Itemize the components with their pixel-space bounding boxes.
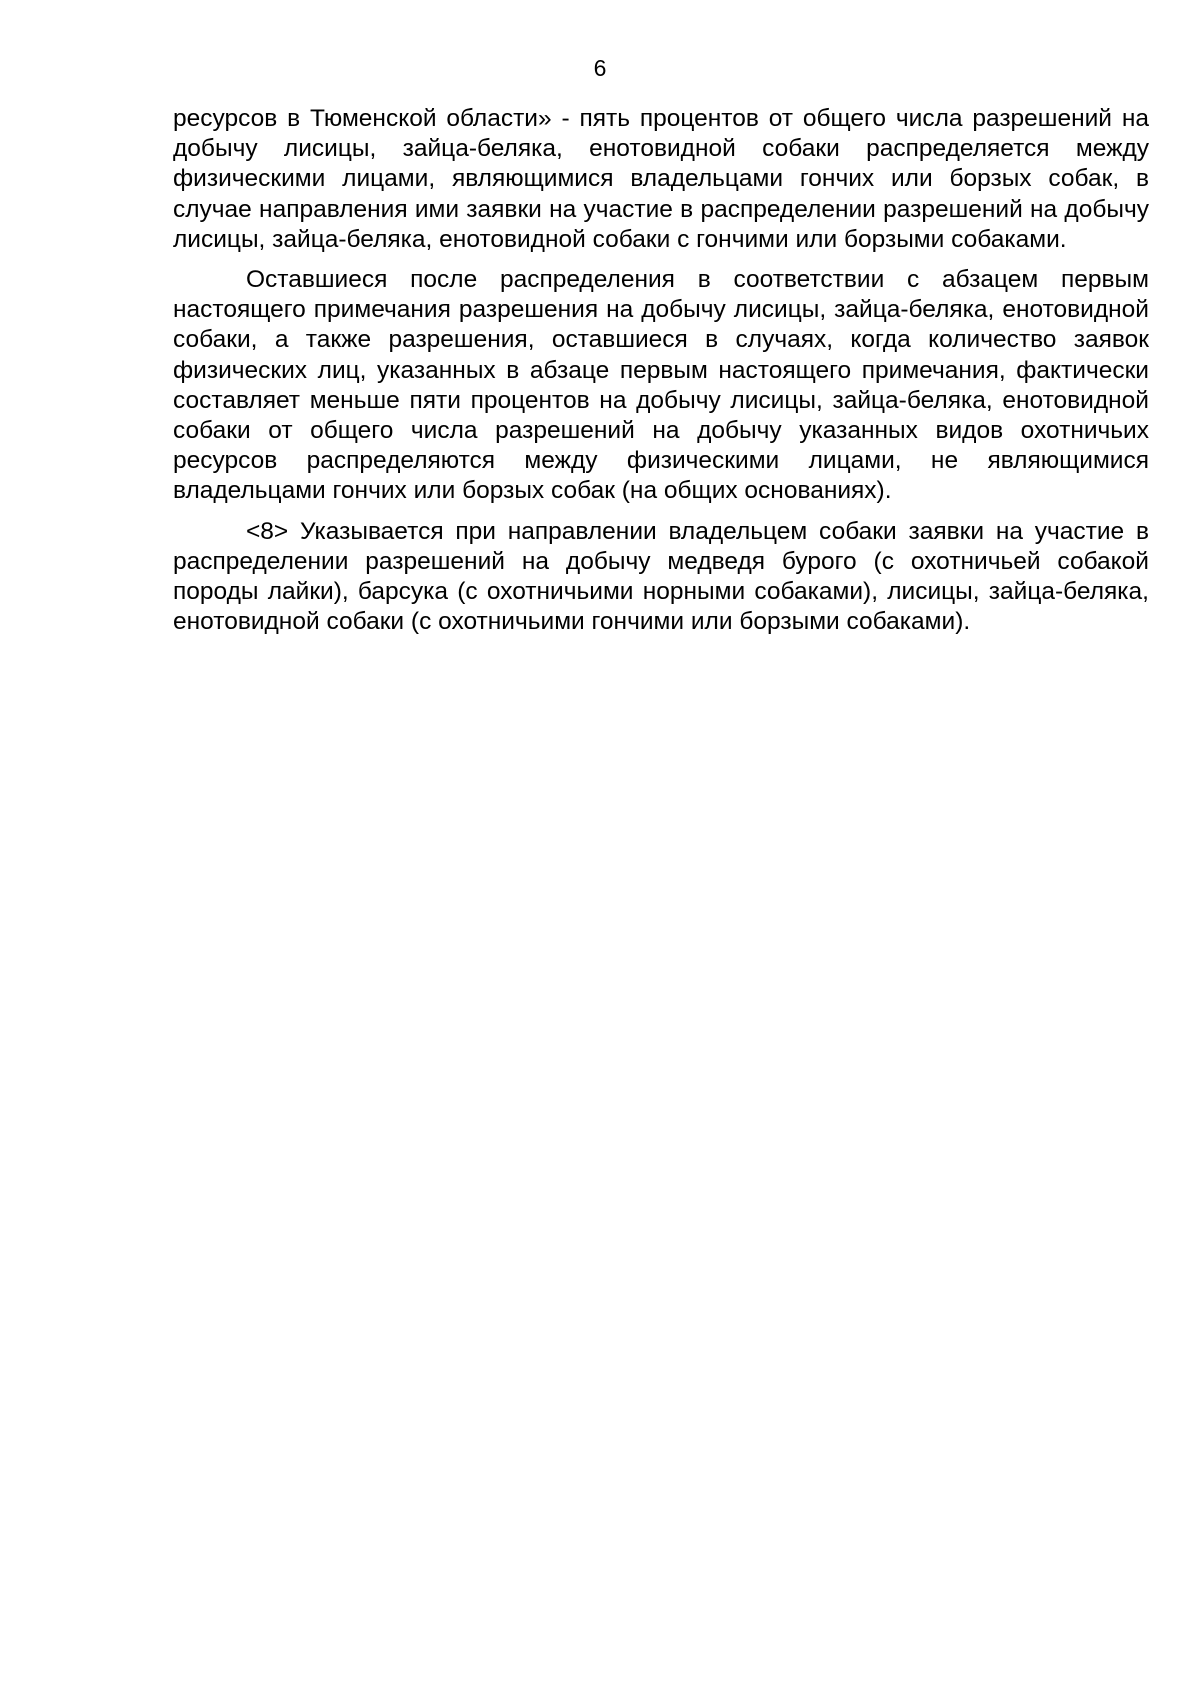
paragraph-continuation: ресурсов в Тюменской области» - пять процентов от общего числа разрешений на добычу лисицы, зайца-беляка, енотовидной собаки распределяется между физическими лицами, являющимися владельцами гончих или борзых собак, в случае направления ими заявки на участие в распределении разрешений на добычу лисицы, зайца-беляка, енотовидной собаки с гончими или борзыми собаками. [173, 105, 1149, 253]
document-body [173, 104, 1149, 647]
paragraph-remaining-permits: Оставшиеся после распределения в соответствии с абзацем первым настоящего примечания разрешения на добычу лисицы, зайца-беляка, енотовидной собаки, а также разрешения, оставшиеся в случаях, когда количество заявок физических лиц, указанных в абзаце первым настоящего примечания, фактически составляет меньше пяти процентов на добычу лисицы, зайца-беляка, енотовидной собаки от общего числа разрешений на добычу указанных видов охотничьих ресурсов распределяются между физическими лицами, не являющимися владельцами гончих или борзых собак (на общих основаниях). [173, 266, 1149, 505]
footnote-8: <8> Указывается при направлении владельцем собаки заявки на участие в распределении разрешений на добычу медведя бурого (с охотничьей собакой породы лайки), барсука (с охотничьими норными собаками), лисицы, зайца-беляка, енотовидной собаки (с охотничьими гончими или борзыми собаками). [173, 517, 1149, 636]
page-number: 6 [593, 55, 607, 81]
